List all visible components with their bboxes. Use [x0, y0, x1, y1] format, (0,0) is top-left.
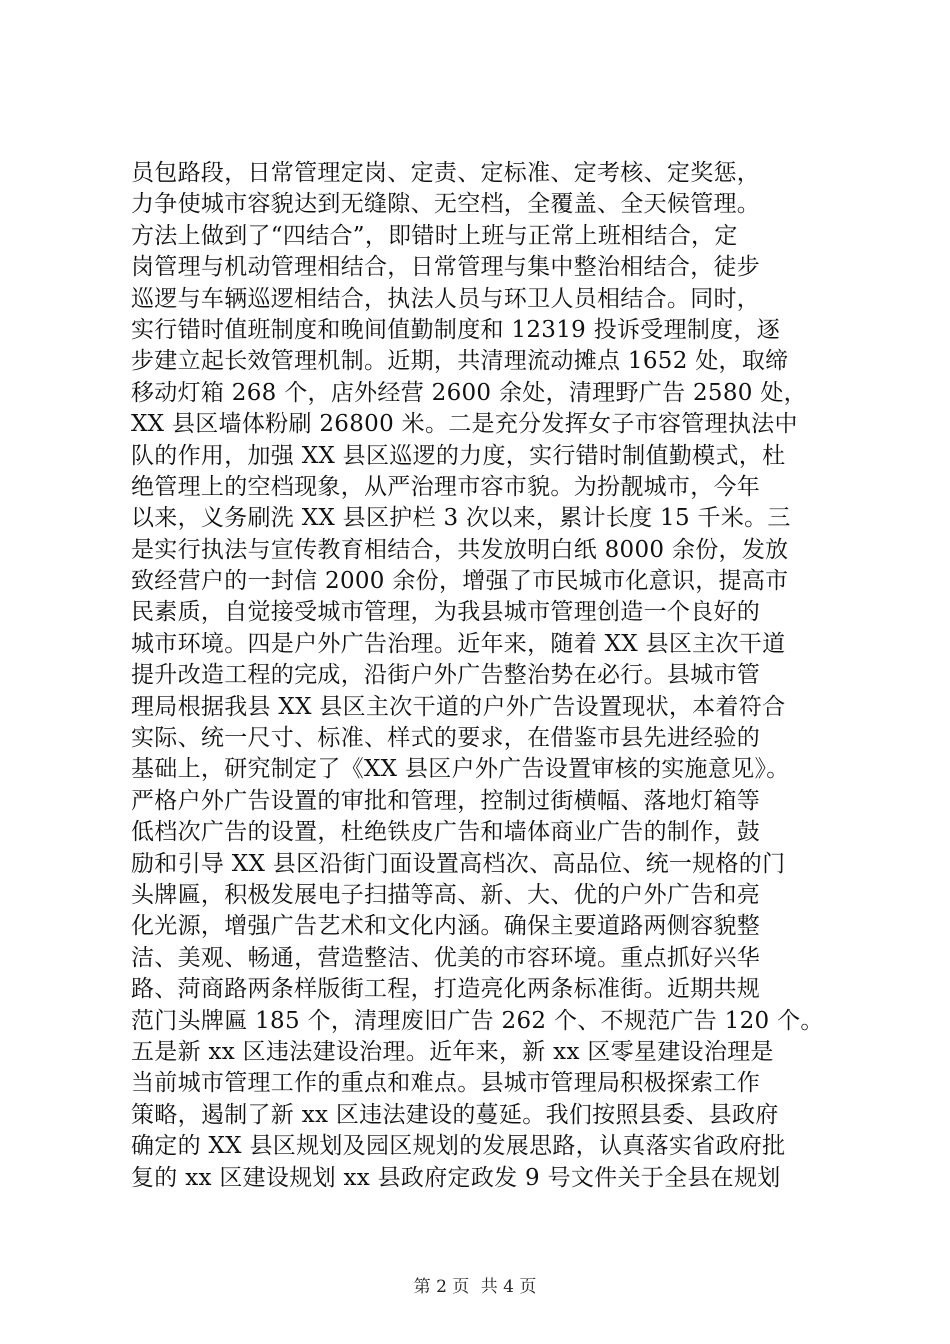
page-number-current: 第 2 页: [413, 1277, 470, 1297]
text-line: 确定的 XX 县区规划及园区规划的发展思路，认真落实省政府批: [131, 1133, 786, 1160]
text-line: 巡逻与车辆巡逻相结合，执法人员与环卫人员相结合。同时，: [131, 285, 761, 312]
text-line: 范门头牌匾 185 个，清理废旧广告 262 个、不规范广告 120 个。: [131, 1007, 824, 1034]
text-line: 复的 xx 区建设规划 xx 县政府定政发 9 号文件关于全县在规划: [131, 1164, 781, 1191]
text-line: 五是新 xx 区违法建设治理。近年来，新 xx 区零星建设治理是: [131, 1038, 774, 1065]
text-line: 当前城市管理工作的重点和难点。县城市管理局积极探索工作: [131, 1070, 761, 1097]
text-line: 以来，义务刷洗 XX 县区护栏 3 次以来，累计长度 15 千米。三: [131, 505, 791, 532]
text-line: 理局根据我县 XX 县区主次干道的户外广告设置现状，本着符合: [131, 693, 786, 720]
text-line: 绝管理上的空档现象，从严治理市容市貌。为扮靓城市，今年: [131, 473, 761, 500]
page-footer: [0, 1272, 950, 1297]
text-line: 化光源，增强广告艺术和文化内涵。确保主要道路两侧容貌整: [131, 913, 761, 940]
text-line: 低档次广告的设置，杜绝铁皮广告和墙体商业广告的制作，鼓: [131, 819, 761, 846]
text-line: 策略，遏制了新 xx 区违法建设的蔓延。我们按照县委、县政府: [131, 1101, 779, 1128]
text-line: 移动灯箱 268 个，店外经营 2600 余处，清理野广告 2580 处，: [131, 379, 807, 406]
text-line: 队的作用，加强 XX 县区巡逻的力度，实行错时制值勤模式，杜: [131, 442, 786, 469]
text-line: 基础上，研究制定了《XX 县区户外广告设置审核的实施意见》。: [131, 756, 790, 783]
text-line: 提升改造工程的完成，沿街户外广告整治势在必行。县城市管: [131, 662, 761, 689]
page-number-total: 共 4 页: [480, 1277, 537, 1297]
text-line: 实际、统一尺寸、标准、样式的要求，在借鉴市县先进经验的: [131, 725, 761, 752]
text-line: 洁、美观、畅通，营造整洁、优美的市容环境。重点抓好兴华: [131, 944, 761, 971]
text-line: 头牌匾，积极发展电子扫描等高、新、大、优的户外广告和亮: [131, 881, 761, 908]
text-line: 员包路段，日常管理定岗、定责、定标准、定考核、定奖惩，: [131, 160, 761, 186]
text-line: 是实行执法与宣传教育相结合，共发放明白纸 8000 余份，发放: [131, 536, 789, 563]
text-line: 严格户外广告设置的审批和管理，控制过街横幅、落地灯箱等: [131, 787, 761, 814]
text-line: 民素质，自觉接受城市管理，为我县城市管理创造一个良好的: [131, 599, 761, 626]
text-line: XX 县区墙体粉刷 26800 米。二是充分发挥女子市容管理执法中: [131, 411, 798, 438]
text-line: 实行错时值班制度和晚间值勤制度和 12319 投诉受理制度，逐: [131, 316, 781, 343]
text-line: 岗管理与机动管理相结合，日常管理与集中整治相结合，徒步: [131, 254, 761, 281]
text-line: 励和引导 XX 县区沿街门面设置高档次、高品位、统一规格的门: [131, 850, 786, 877]
text-line: 致经营户的一封信 2000 余份，增强了市民城市化意识，提高市: [131, 568, 789, 595]
text-line: 城市环境。四是户外广告治理。近年来，随着 XX 县区主次干道: [131, 630, 786, 657]
text-line: 路、菏商路两条样版街工程，打造亮化两条标准街。近期共规: [131, 976, 761, 1003]
body-text: [131, 158, 851, 1194]
text-line: 力争使城市容貌达到无缝隙、无空档，全覆盖、全天候管理。: [131, 191, 761, 218]
text-line: 步建立起长效管理机制。近期，共清理流动摊点 1652 处，取缔: [131, 348, 789, 375]
text-line: 方法上做到了“四结合”，即错时上班与正常上班相结合，定: [131, 222, 738, 249]
